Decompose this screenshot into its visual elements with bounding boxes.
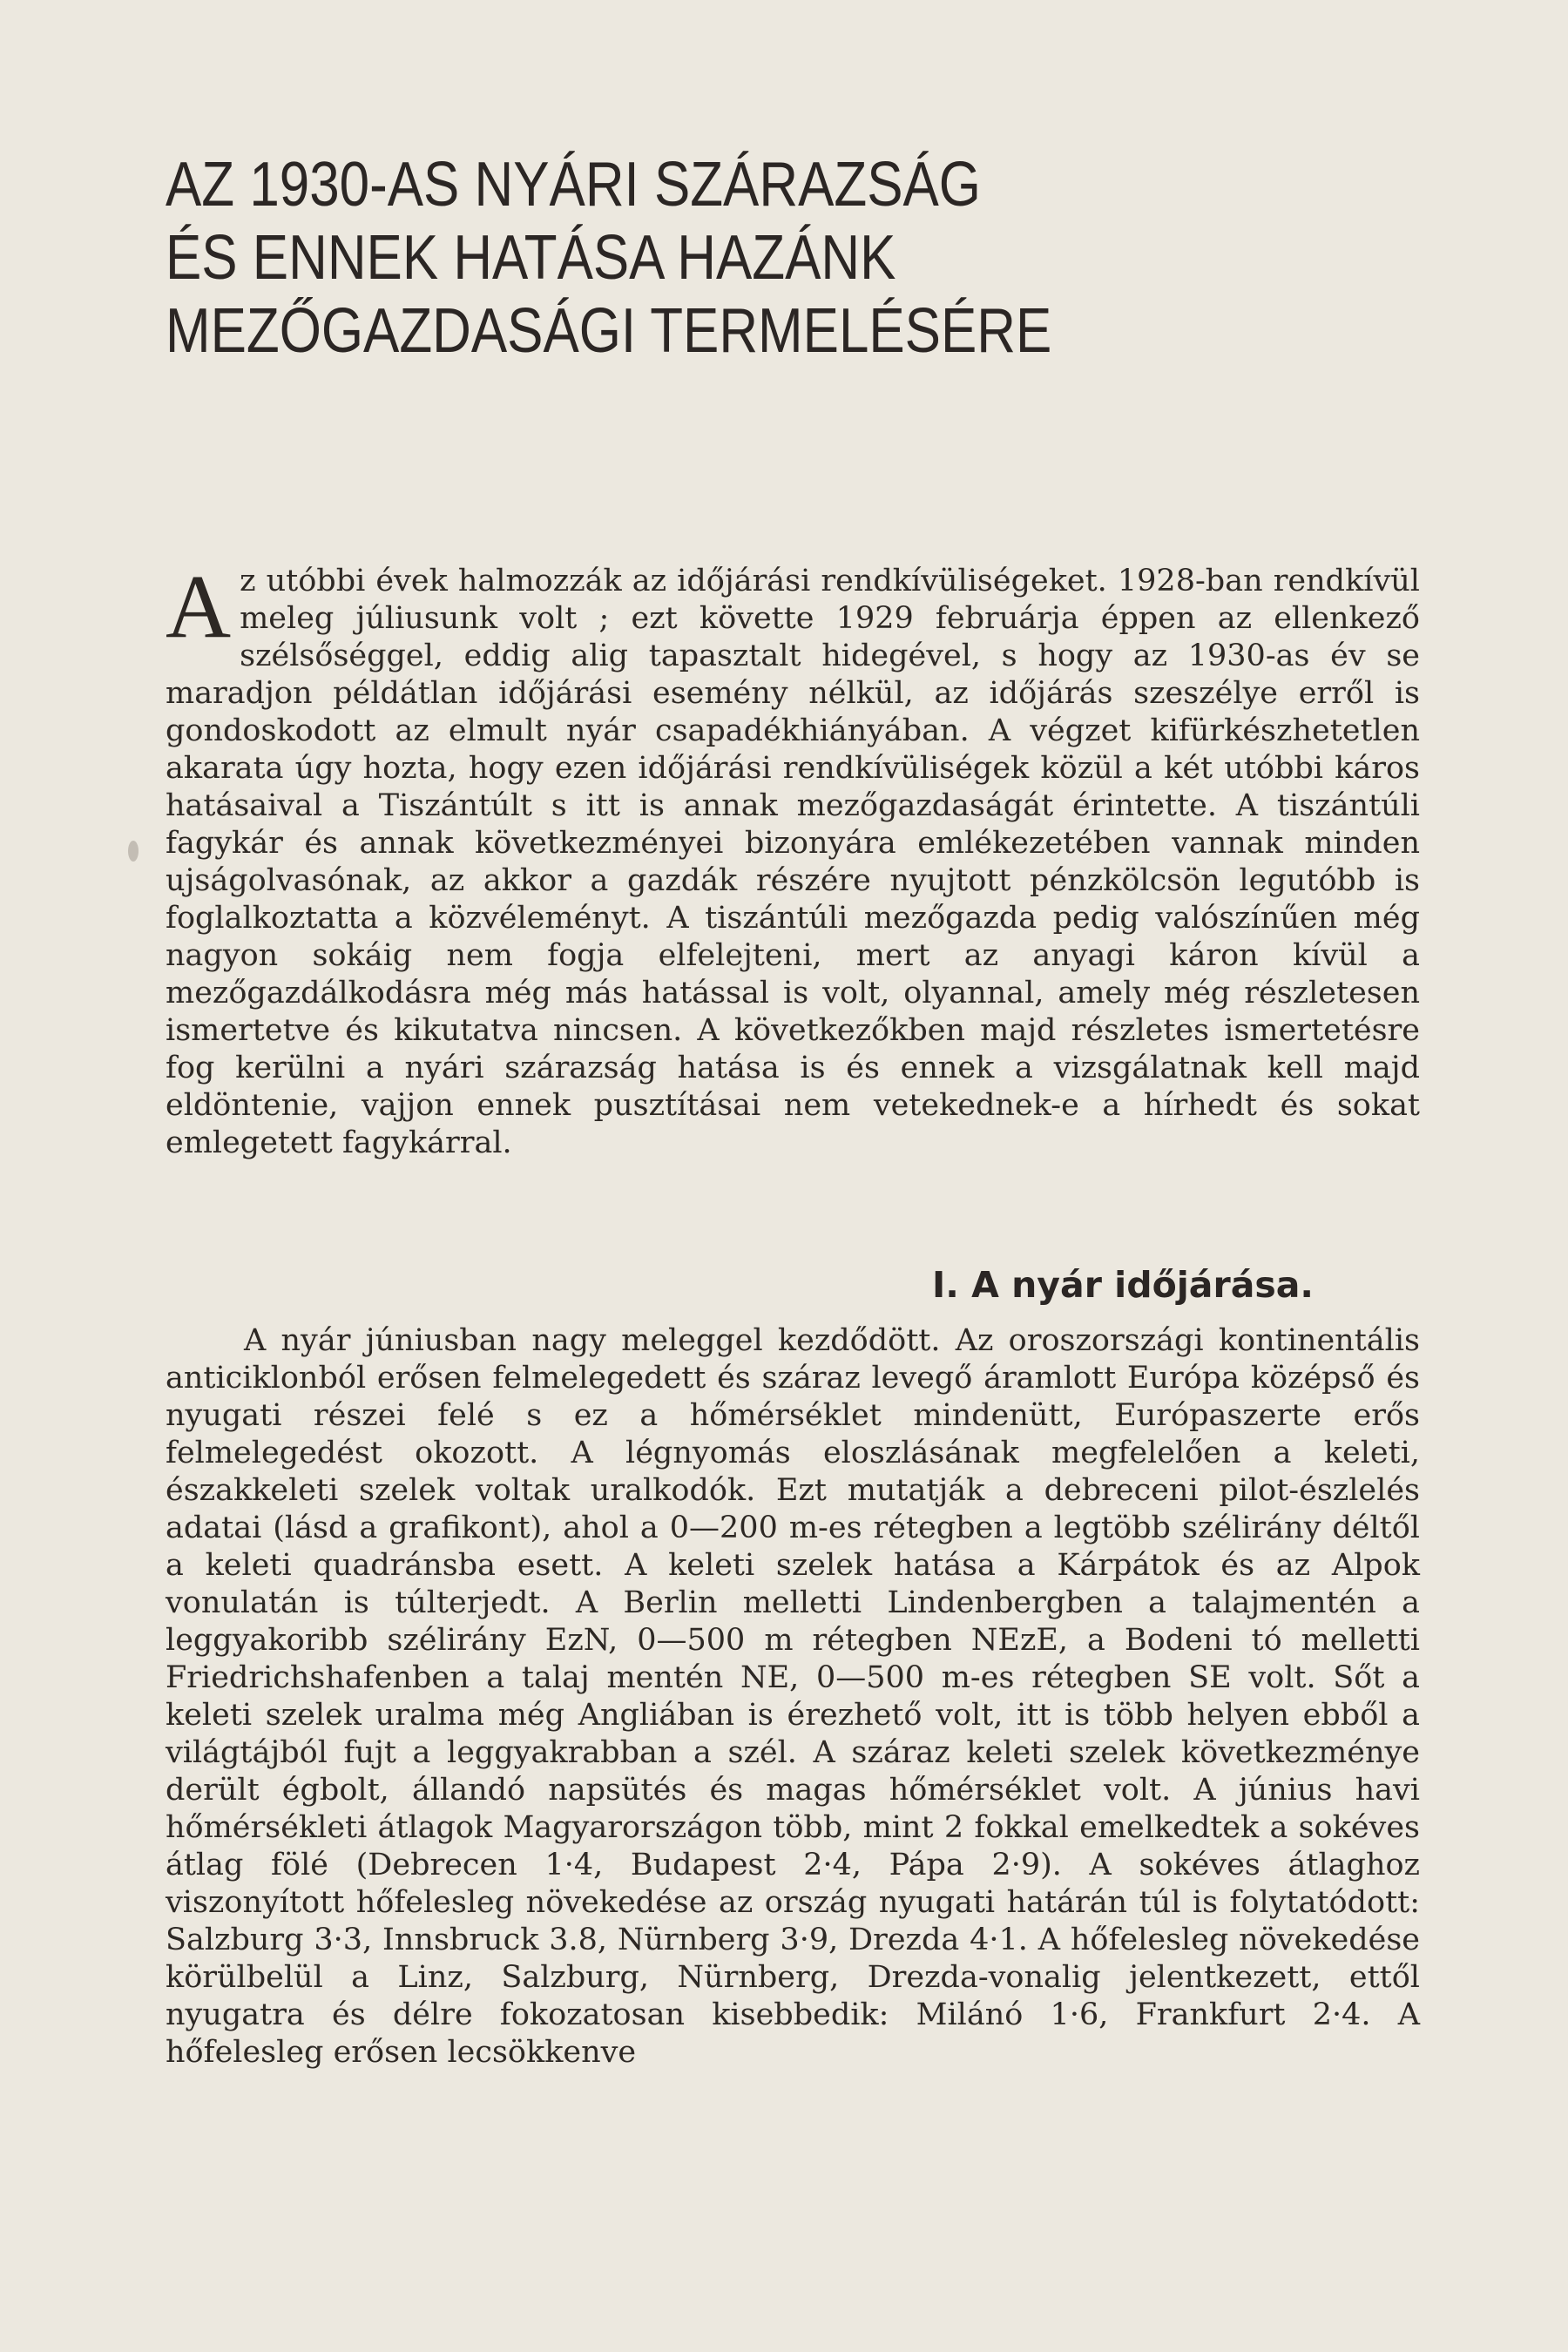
article-title — [166, 148, 1102, 368]
title-line-2: ÉS ENNEK HATÁSA HAZÁNK — [166, 223, 896, 293]
intro-text: z utóbbi évek halmozzák az időjárási rendkívüliségeket. 1928-ban rendkívül meleg júliusunk volt ; ezt követte 1929 februárja éppen az ellenkező szélsőséggel, eddig alig tapasztalt hidegével, s hogy az 1930-as év se maradjon példátlan időjárási esemény nélkül, az időjárás szeszélye erről is gondoskodott az elmult nyár csapadékhiányában. A végzet kifürkészhetetlen akarata úgy hozta, hogy ezen időjárási rendkívüliségek közül a két utóbbi káros hatásaival a Tiszántúlt s itt is annak mezőgazdaságát érintette. A tiszántúli fagykár és annak következményei bizonyára emlékezetében vannak minden ujságolvasónak, az akkor a gazdák részére nyujtott pénzkölcsön legutóbb is foglalkoztatta a közvéleményt. A tiszántúli mezőgazda pedig valószínűen még nagyon sokáig nem fogja elfelejteni, mert az anyagi káron kívül a mezőgazdálkodásra még más hatással is volt, olyannal, amely még részletesen ismertetve és kikutatva nincsen. A következőkben majd részletes ismertetésre fog kerülni a nyári szárazság hatása is és ennek a vizsgálatnak kell majd eldöntenie, vajjon ennek pusztításai nem vetekednek-e a hírhedt és sokat emlegetett fagykárral. — [166, 564, 1420, 1160]
page-smudge — [128, 841, 139, 862]
section-heading: I. A nyár időjárása. — [932, 1264, 1315, 1306]
intro-paragraph — [166, 557, 1420, 1162]
section-paragraph: A nyár júniusban nagy meleggel kezdődött. Az oroszországi kontinentális anticiklonból erősen felmelegedett és száraz levegő áramlott Európa középső és nyugati részei felé s ez a hőmérséklet mindenütt, Európaszerte erős felmelegedést okozott. A légnyomás eloszlásának megfelelően a keleti, északkeleti szelek voltak uralkodók. Ezt mutatják a debreceni pilot-észlelés adatai (lásd a grafikont), ahol a 0—200 m-es rétegben a legtöbb szélirány déltől a keleti quadránsba esett. A keleti szelek hatása a Kárpátok és az Alpok vonulatán is túlterjedt. A Berlin melletti Lindenbergben a talajmentén a leggyakoribb szélirány EzN, 0—500 m rétegben NEzE, a Bodeni tó melletti Friedrichshafenben a talaj mentén NE, 0—500 m-es rétegben SE volt. Sőt a keleti szelek uralma még Angliában is érezhető volt, itt is több helyen ebből a világtájból fujt a leggyakrabban a szél. A száraz keleti szelek következménye derült égbolt, állandó napsütés és magas hőmérséklet volt. A június havi hőmérsékleti átlagok Magyarországon több, mint 2 fokkal emelkedtek a sokéves átlag fölé (Debrecen 1·4, Budapest 2·4, Pápa 2·9). A sokéves átlaghoz viszonyított hőfelesleg növekedése az ország nyugati határán túl is folytatódott: Salzburg 3·3, Innsbruck 3.8, Nürnberg 3·9, Drezda 4·1. A hőfelesleg növekedése körülbelül a Linz, Salzburg, Nürnberg, Drezda-vonalig jelentkezett, ettől nyugatra és délre fokozatosan kisebbedik: Milánó 1·6, Frankfurt 2·4. A hőfelesleg erősen lecsökkenve — [166, 1323, 1420, 2070]
title-line-3: MEZŐGAZDASÁGI TERMELÉSÉRE — [166, 296, 1052, 366]
drop-cap: A — [166, 557, 232, 657]
title-line-1: AZ 1930-AS NYÁRI SZÁRAZSÁG — [166, 150, 981, 220]
